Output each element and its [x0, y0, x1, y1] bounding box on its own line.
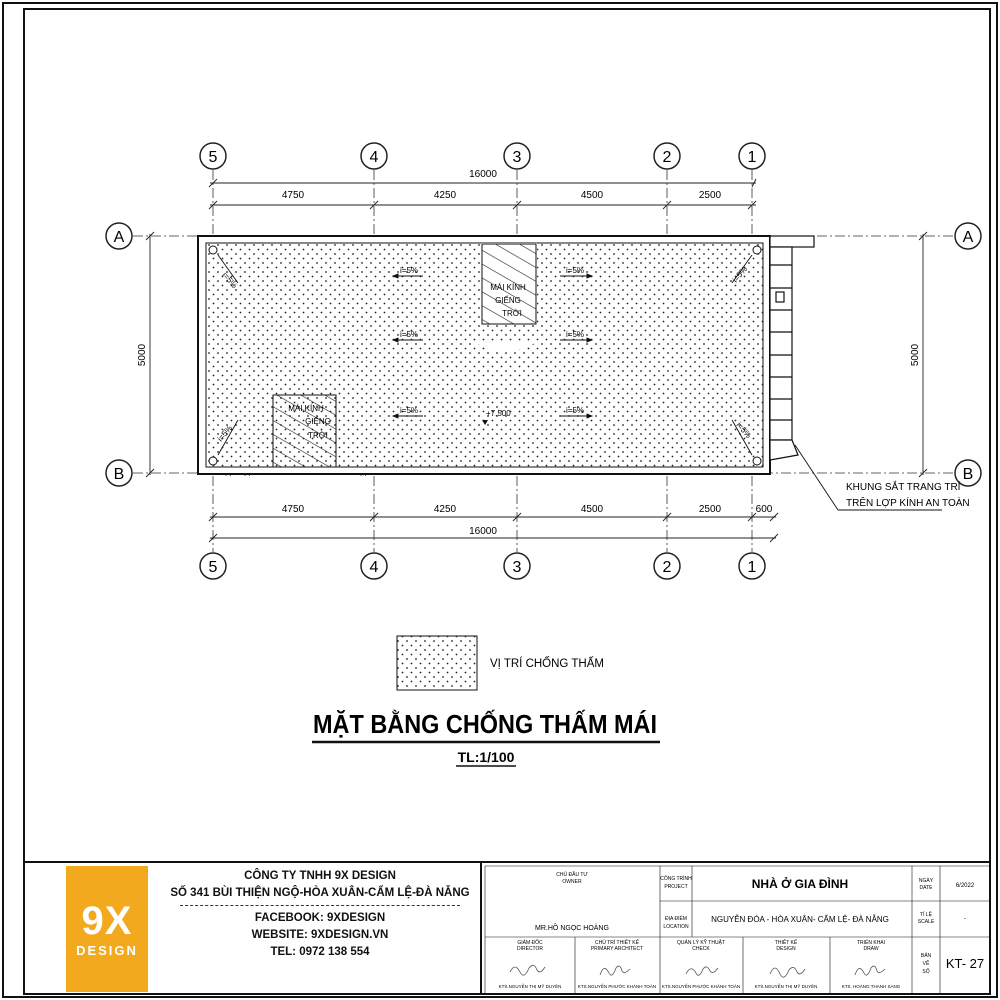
svg-text:PROJECT: PROJECT — [664, 884, 688, 890]
svg-text:OWNER: OWNER — [562, 879, 582, 885]
svg-text:CHỦ TRÌ THIẾT KẾ: CHỦ TRÌ THIẾT KẾ — [595, 940, 639, 946]
owner-name: MR.HỒ NGỌC HOÀNG — [535, 925, 609, 932]
grid-bubble-5-top — [200, 143, 226, 169]
slope-label: i=5% — [220, 270, 239, 291]
grid-label: B — [113, 466, 125, 483]
dim-total-bottom: 16000 — [469, 526, 497, 537]
svg-text:MÁI KÍNH: MÁI KÍNH — [490, 283, 526, 292]
svg-text:LOCATION: LOCATION — [663, 924, 689, 930]
project-name: NHÀ Ở GIA ĐÌNH — [751, 877, 849, 891]
dim-bottom-3: 4500 — [580, 504, 604, 515]
svg-text:QUẢN LÝ KỸ THUẬT: QUẢN LÝ KỸ THUẬT — [677, 940, 725, 946]
drain-tl — [209, 246, 217, 254]
roof-plan — [198, 236, 814, 474]
slope-label: i=5% — [566, 330, 585, 339]
dim-top-2: 4250 — [433, 190, 457, 201]
grid-label: 2 — [662, 149, 672, 166]
slope-label: i=5% — [400, 266, 419, 275]
svg-text:KTS.NGUYỄN PHƯỚC KHÁNH TOÀN: KTS.NGUYỄN PHƯỚC KHÁNH TOÀN — [577, 984, 657, 989]
decorative-steel-frame — [770, 236, 814, 460]
svg-text:MÁI KÍNH: MÁI KÍNH — [288, 404, 324, 413]
company-divider — [180, 905, 460, 906]
drain-br — [753, 457, 761, 465]
company-facebook: FACEBOOK: 9XDESIGN — [254, 912, 386, 924]
grid-columns-bottom — [200, 553, 765, 579]
svg-text:GIẾNG: GIẾNG — [305, 417, 331, 426]
company-website: WEBSITE: 9XDESIGN.VN — [251, 929, 389, 941]
project-location: NGUYỄN ĐÓA - HÒA XUÂN- CẨM LỆ- ĐÀ NẴNG — [711, 915, 889, 924]
sheet-number: KT- 27 — [945, 956, 985, 971]
dim-width-right: 5000 — [910, 343, 921, 367]
svg-text:GIÁM ĐỐC: GIÁM ĐỐC — [517, 940, 543, 946]
grid-bubble-1-top — [739, 143, 765, 169]
svg-text:DATE: DATE — [919, 885, 933, 891]
dim-top-1: 4750 — [281, 190, 305, 201]
scale-value: - — [964, 916, 966, 922]
grid-bubble-3-top — [504, 143, 530, 169]
svg-text:KTS.NGUYỄN THỊ MỸ DUYÊN: KTS.NGUYỄN THỊ MỸ DUYÊN — [754, 984, 818, 989]
grid-label: A — [962, 229, 974, 246]
grid-bubble-2-top — [654, 143, 680, 169]
svg-text:SỐ: SỐ — [922, 969, 930, 975]
svg-text:CHỦ ĐẦU TƯ: CHỦ ĐẦU TƯ — [556, 872, 588, 878]
slope-label: i=5% — [215, 423, 235, 444]
company-address: SỐ 341 BÙI THIỆN NGỘ-HÒA XUÂN-CẨM LỆ-ĐÀ NẴNG — [170, 887, 470, 899]
svg-text:TRỜI: TRỜI — [502, 309, 522, 318]
slope-label: i=5% — [566, 406, 585, 415]
dim-width-left: 5000 — [137, 343, 148, 367]
grid-label: 4 — [369, 559, 379, 576]
dim-bottom-2: 4250 — [433, 504, 457, 515]
company-tel: TEL: 0972 138 554 — [270, 946, 370, 958]
dim-bottom-5: 600 — [755, 504, 773, 515]
slope-label: i=5% — [400, 406, 419, 415]
grid-bubble-4-top — [361, 143, 387, 169]
svg-text:KTS.NGUYỄN PHƯỚC KHÁNH TOÀN: KTS.NGUYỄN PHƯỚC KHÁNH TOÀN — [661, 984, 741, 989]
grid-label: 2 — [662, 559, 672, 576]
company-name: CÔNG TY TNHH 9X DESIGN — [244, 870, 396, 882]
svg-text:NGÀY: NGÀY — [918, 878, 934, 884]
legend-swatch — [397, 636, 477, 690]
drain-bl — [209, 457, 217, 465]
svg-text:TỈ LỆ: TỈ LỆ — [920, 912, 932, 918]
svg-text:KTS.NGUYỄN THỊ MỸ DUYÊN: KTS.NGUYỄN THỊ MỸ DUYÊN — [498, 984, 562, 989]
svg-text:DRAW: DRAW — [863, 946, 879, 952]
slope-label: i=5% — [730, 264, 750, 285]
svg-text:CÔNG TRÌNH: CÔNG TRÌNH — [660, 876, 692, 882]
grid-label: 3 — [512, 559, 522, 576]
svg-text:PRIMARY ARCHITECT: PRIMARY ARCHITECT — [590, 946, 644, 952]
dim-top-4: 2500 — [698, 190, 722, 201]
company-info — [160, 868, 480, 961]
logo-text-9x: 9X — [81, 898, 133, 943]
legend-label: VỊ TRÍ CHỐNG THẤM — [490, 658, 604, 670]
grid-label: 3 — [512, 149, 522, 166]
svg-text:SCALE: SCALE — [917, 919, 935, 925]
dim-top-3: 4500 — [580, 190, 604, 201]
dim-bottom-4: 2500 — [698, 504, 722, 515]
svg-text:BẢN: BẢN — [920, 953, 932, 959]
drawing-title: MẶT BẰNG CHỐNG THẤM MÁI — [313, 709, 657, 739]
grid-label: 5 — [208, 149, 218, 166]
svg-text:ĐỊA ĐIỂM: ĐỊA ĐIỂM — [665, 916, 687, 922]
logo-text-design: DESIGN — [76, 942, 138, 958]
svg-text:KTS. HOÀNG THANH SANG: KTS. HOÀNG THANH SANG — [841, 984, 901, 989]
title-block — [499, 871, 984, 989]
grid-label: 1 — [747, 149, 757, 166]
signature-marks — [510, 965, 885, 977]
callout-line-2: TRÊN LỢP KÍNH AN TOÀN — [846, 498, 970, 509]
grid-label: 5 — [208, 559, 218, 576]
level-label: +7.500 — [486, 409, 511, 418]
grid-label: A — [113, 229, 125, 246]
slope-label: i=5% — [400, 330, 419, 339]
drawing-scale: TL:1/100 — [457, 749, 515, 765]
slope-label: i=5% — [566, 266, 585, 275]
date-value: 6/2022 — [955, 883, 975, 889]
callout-line-1: KHUNG SẮT TRANG TRÍ — [846, 482, 961, 493]
svg-text:VẼ: VẼ — [922, 961, 930, 967]
svg-text:CHECK: CHECK — [692, 946, 710, 952]
svg-text:GIẾNG: GIẾNG — [495, 296, 521, 305]
company-logo — [66, 866, 148, 992]
grid-label: 4 — [369, 149, 379, 166]
svg-text:TRIỂN KHAI: TRIỂN KHAI — [856, 940, 886, 946]
svg-text:THIẾT KẾ: THIẾT KẾ — [774, 940, 798, 946]
dim-total-top: 16000 — [469, 169, 497, 180]
svg-text:DESIGN: DESIGN — [776, 946, 796, 952]
drain-tr — [753, 246, 761, 254]
dim-bottom-1: 4750 — [281, 504, 305, 515]
grid-label: B — [962, 466, 974, 483]
svg-text:DIRECTOR: DIRECTOR — [516, 946, 544, 952]
svg-text:TRỜI: TRỜI — [308, 431, 328, 440]
grid-label: 1 — [747, 559, 757, 576]
slope-label: i=5% — [734, 420, 753, 441]
grid-columns-top — [200, 143, 765, 169]
